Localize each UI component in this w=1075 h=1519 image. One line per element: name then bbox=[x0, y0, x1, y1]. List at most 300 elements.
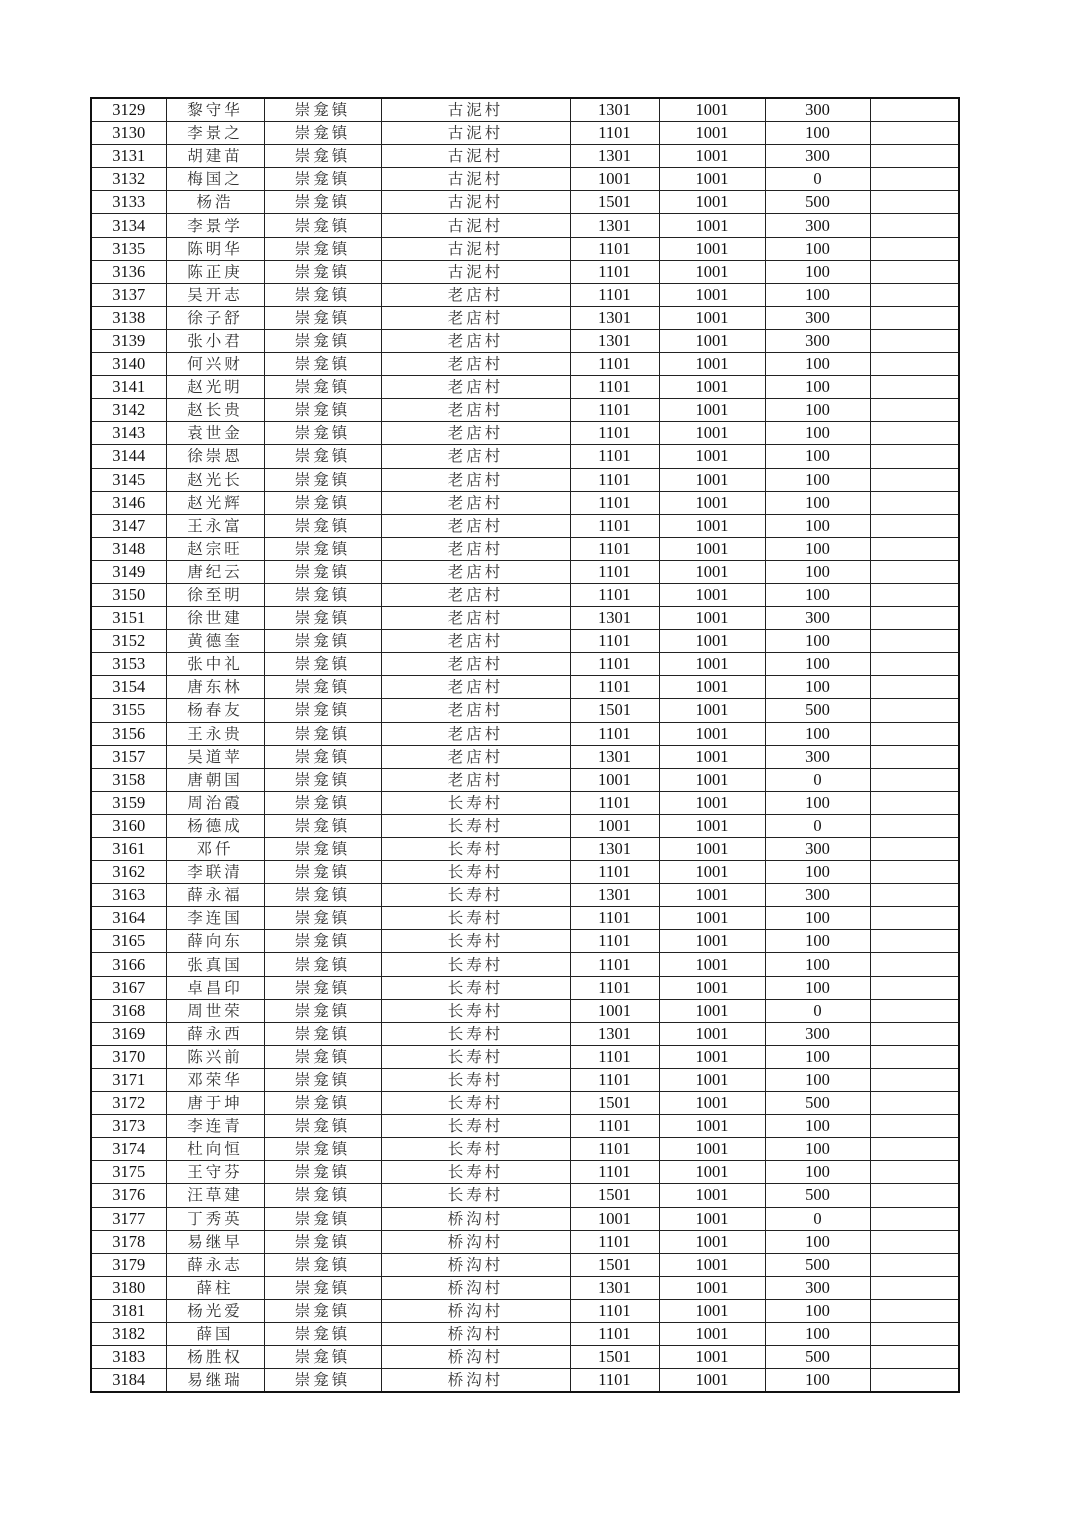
remark-cell bbox=[870, 283, 959, 306]
value-a-cell: 1101 bbox=[570, 491, 659, 514]
serial-number-cell: 3175 bbox=[91, 1161, 166, 1184]
value-a-cell: 1101 bbox=[570, 953, 659, 976]
serial-number-cell: 3151 bbox=[91, 607, 166, 630]
serial-number-cell: 3161 bbox=[91, 838, 166, 861]
serial-number-cell: 3157 bbox=[91, 745, 166, 768]
name-cell: 陈明华 bbox=[166, 237, 264, 260]
serial-number-cell: 3174 bbox=[91, 1138, 166, 1161]
town-cell: 崇龛镇 bbox=[264, 1346, 381, 1369]
village-cell: 老店村 bbox=[381, 353, 570, 376]
table-row bbox=[91, 976, 959, 999]
value-b-cell: 1001 bbox=[659, 1068, 765, 1091]
value-b-cell: 1001 bbox=[659, 838, 765, 861]
serial-number-cell: 3171 bbox=[91, 1068, 166, 1091]
value-a-cell: 1001 bbox=[570, 814, 659, 837]
difference-cell: 100 bbox=[765, 1230, 870, 1253]
serial-number-cell: 3134 bbox=[91, 214, 166, 237]
difference-cell: 500 bbox=[765, 191, 870, 214]
remark-cell bbox=[870, 745, 959, 768]
table-row bbox=[91, 1230, 959, 1253]
town-cell: 崇龛镇 bbox=[264, 329, 381, 352]
town-cell: 崇龛镇 bbox=[264, 445, 381, 468]
difference-cell: 100 bbox=[765, 861, 870, 884]
value-b-cell: 1001 bbox=[659, 260, 765, 283]
village-cell: 古泥村 bbox=[381, 145, 570, 168]
value-a-cell: 1301 bbox=[570, 745, 659, 768]
table-row bbox=[91, 745, 959, 768]
serial-number-cell: 3162 bbox=[91, 861, 166, 884]
remark-cell bbox=[870, 1138, 959, 1161]
town-cell: 崇龛镇 bbox=[264, 537, 381, 560]
difference-cell: 500 bbox=[765, 1253, 870, 1276]
village-cell: 老店村 bbox=[381, 422, 570, 445]
value-b-cell: 1001 bbox=[659, 122, 765, 145]
name-cell: 杨光爱 bbox=[166, 1299, 264, 1322]
town-cell: 崇龛镇 bbox=[264, 306, 381, 329]
difference-cell: 0 bbox=[765, 768, 870, 791]
serial-number-cell: 3148 bbox=[91, 537, 166, 560]
value-b-cell: 1001 bbox=[659, 1115, 765, 1138]
value-a-cell: 1301 bbox=[570, 306, 659, 329]
table-row bbox=[91, 1322, 959, 1345]
value-a-cell: 1101 bbox=[570, 1299, 659, 1322]
table-row bbox=[91, 1115, 959, 1138]
value-a-cell: 1301 bbox=[570, 838, 659, 861]
value-a-cell: 1101 bbox=[570, 1230, 659, 1253]
table-row bbox=[91, 283, 959, 306]
serial-number-cell: 3144 bbox=[91, 445, 166, 468]
table-row bbox=[91, 145, 959, 168]
town-cell: 崇龛镇 bbox=[264, 907, 381, 930]
serial-number-cell: 3178 bbox=[91, 1230, 166, 1253]
remark-cell bbox=[870, 98, 959, 122]
village-cell: 老店村 bbox=[381, 514, 570, 537]
difference-cell: 100 bbox=[765, 399, 870, 422]
remark-cell bbox=[870, 722, 959, 745]
village-cell: 老店村 bbox=[381, 745, 570, 768]
value-a-cell: 1101 bbox=[570, 376, 659, 399]
name-cell: 唐于坤 bbox=[166, 1092, 264, 1115]
table-row bbox=[91, 329, 959, 352]
village-cell: 长寿村 bbox=[381, 884, 570, 907]
town-cell: 崇龛镇 bbox=[264, 1184, 381, 1207]
remark-cell bbox=[870, 676, 959, 699]
town-cell: 崇龛镇 bbox=[264, 514, 381, 537]
town-cell: 崇龛镇 bbox=[264, 1322, 381, 1345]
town-cell: 崇龛镇 bbox=[264, 122, 381, 145]
name-cell: 陈兴前 bbox=[166, 1045, 264, 1068]
value-b-cell: 1001 bbox=[659, 237, 765, 260]
difference-cell: 0 bbox=[765, 999, 870, 1022]
name-cell: 杨胜权 bbox=[166, 1346, 264, 1369]
table-row bbox=[91, 930, 959, 953]
serial-number-cell: 3179 bbox=[91, 1253, 166, 1276]
serial-number-cell: 3159 bbox=[91, 791, 166, 814]
value-b-cell: 1001 bbox=[659, 676, 765, 699]
serial-number-cell: 3132 bbox=[91, 168, 166, 191]
value-a-cell: 1101 bbox=[570, 1045, 659, 1068]
value-b-cell: 1001 bbox=[659, 98, 765, 122]
table-row bbox=[91, 237, 959, 260]
table-row bbox=[91, 122, 959, 145]
value-a-cell: 1101 bbox=[570, 122, 659, 145]
town-cell: 崇龛镇 bbox=[264, 861, 381, 884]
village-cell: 古泥村 bbox=[381, 237, 570, 260]
serial-number-cell: 3140 bbox=[91, 353, 166, 376]
table-row bbox=[91, 1184, 959, 1207]
value-a-cell: 1101 bbox=[570, 422, 659, 445]
name-cell: 徐崇恩 bbox=[166, 445, 264, 468]
value-a-cell: 1501 bbox=[570, 699, 659, 722]
value-b-cell: 1001 bbox=[659, 861, 765, 884]
town-cell: 崇龛镇 bbox=[264, 353, 381, 376]
town-cell: 崇龛镇 bbox=[264, 976, 381, 999]
value-b-cell: 1001 bbox=[659, 1369, 765, 1393]
town-cell: 崇龛镇 bbox=[264, 237, 381, 260]
value-a-cell: 1001 bbox=[570, 1207, 659, 1230]
difference-cell: 500 bbox=[765, 699, 870, 722]
name-cell: 徐子舒 bbox=[166, 306, 264, 329]
difference-cell: 300 bbox=[765, 214, 870, 237]
table-row bbox=[91, 1346, 959, 1369]
name-cell: 周治霞 bbox=[166, 791, 264, 814]
name-cell: 陈正庚 bbox=[166, 260, 264, 283]
name-cell: 胡建苗 bbox=[166, 145, 264, 168]
village-cell: 老店村 bbox=[381, 306, 570, 329]
value-a-cell: 1301 bbox=[570, 329, 659, 352]
village-cell: 老店村 bbox=[381, 329, 570, 352]
difference-cell: 100 bbox=[765, 791, 870, 814]
village-cell: 长寿村 bbox=[381, 953, 570, 976]
village-cell: 桥沟村 bbox=[381, 1253, 570, 1276]
difference-cell: 100 bbox=[765, 583, 870, 606]
village-cell: 长寿村 bbox=[381, 814, 570, 837]
remark-cell bbox=[870, 930, 959, 953]
village-cell: 古泥村 bbox=[381, 168, 570, 191]
difference-cell: 100 bbox=[765, 907, 870, 930]
remark-cell bbox=[870, 329, 959, 352]
town-cell: 崇龛镇 bbox=[264, 260, 381, 283]
town-cell: 崇龛镇 bbox=[264, 607, 381, 630]
serial-number-cell: 3165 bbox=[91, 930, 166, 953]
table-row bbox=[91, 814, 959, 837]
name-cell: 王永富 bbox=[166, 514, 264, 537]
town-cell: 崇龛镇 bbox=[264, 1115, 381, 1138]
village-cell: 古泥村 bbox=[381, 122, 570, 145]
value-a-cell: 1101 bbox=[570, 445, 659, 468]
name-cell: 邓仟 bbox=[166, 838, 264, 861]
value-a-cell: 1101 bbox=[570, 353, 659, 376]
serial-number-cell: 3183 bbox=[91, 1346, 166, 1369]
serial-number-cell: 3152 bbox=[91, 630, 166, 653]
value-b-cell: 1001 bbox=[659, 214, 765, 237]
table-row bbox=[91, 537, 959, 560]
value-a-cell: 1101 bbox=[570, 514, 659, 537]
table-body bbox=[91, 98, 959, 1392]
name-cell: 何兴财 bbox=[166, 353, 264, 376]
remark-cell bbox=[870, 907, 959, 930]
table-row bbox=[91, 768, 959, 791]
value-b-cell: 1001 bbox=[659, 814, 765, 837]
town-cell: 崇龛镇 bbox=[264, 999, 381, 1022]
value-b-cell: 1001 bbox=[659, 583, 765, 606]
remark-cell bbox=[870, 630, 959, 653]
remark-cell bbox=[870, 861, 959, 884]
town-cell: 崇龛镇 bbox=[264, 884, 381, 907]
serial-number-cell: 3172 bbox=[91, 1092, 166, 1115]
table-row bbox=[91, 1253, 959, 1276]
name-cell: 赵光长 bbox=[166, 468, 264, 491]
name-cell: 张小君 bbox=[166, 329, 264, 352]
value-a-cell: 1101 bbox=[570, 861, 659, 884]
value-b-cell: 1001 bbox=[659, 1045, 765, 1068]
remark-cell bbox=[870, 1068, 959, 1091]
village-cell: 老店村 bbox=[381, 491, 570, 514]
village-cell: 桥沟村 bbox=[381, 1346, 570, 1369]
difference-cell: 100 bbox=[765, 1161, 870, 1184]
value-a-cell: 1301 bbox=[570, 98, 659, 122]
value-a-cell: 1101 bbox=[570, 237, 659, 260]
name-cell: 唐东林 bbox=[166, 676, 264, 699]
name-cell: 袁世金 bbox=[166, 422, 264, 445]
village-cell: 长寿村 bbox=[381, 1184, 570, 1207]
village-cell: 老店村 bbox=[381, 560, 570, 583]
remark-cell bbox=[870, 653, 959, 676]
remark-cell bbox=[870, 768, 959, 791]
value-b-cell: 1001 bbox=[659, 283, 765, 306]
remark-cell bbox=[870, 237, 959, 260]
difference-cell: 100 bbox=[765, 953, 870, 976]
village-cell: 古泥村 bbox=[381, 214, 570, 237]
remark-cell bbox=[870, 1161, 959, 1184]
remark-cell bbox=[870, 122, 959, 145]
town-cell: 崇龛镇 bbox=[264, 376, 381, 399]
table-row bbox=[91, 191, 959, 214]
difference-cell: 500 bbox=[765, 1346, 870, 1369]
value-b-cell: 1001 bbox=[659, 607, 765, 630]
difference-cell: 0 bbox=[765, 168, 870, 191]
value-a-cell: 1501 bbox=[570, 1184, 659, 1207]
difference-cell: 100 bbox=[765, 1299, 870, 1322]
town-cell: 崇龛镇 bbox=[264, 168, 381, 191]
table-row bbox=[91, 1092, 959, 1115]
value-b-cell: 1001 bbox=[659, 630, 765, 653]
difference-cell: 100 bbox=[765, 1322, 870, 1345]
village-cell: 老店村 bbox=[381, 376, 570, 399]
town-cell: 崇龛镇 bbox=[264, 930, 381, 953]
name-cell: 唐纪云 bbox=[166, 560, 264, 583]
value-b-cell: 1001 bbox=[659, 999, 765, 1022]
value-b-cell: 1001 bbox=[659, 353, 765, 376]
serial-number-cell: 3177 bbox=[91, 1207, 166, 1230]
difference-cell: 300 bbox=[765, 329, 870, 352]
difference-cell: 100 bbox=[765, 537, 870, 560]
village-cell: 老店村 bbox=[381, 283, 570, 306]
table-row bbox=[91, 583, 959, 606]
value-b-cell: 1001 bbox=[659, 768, 765, 791]
difference-cell: 100 bbox=[765, 468, 870, 491]
town-cell: 崇龛镇 bbox=[264, 422, 381, 445]
remark-cell bbox=[870, 1299, 959, 1322]
value-a-cell: 1001 bbox=[570, 168, 659, 191]
town-cell: 崇龛镇 bbox=[264, 283, 381, 306]
difference-cell: 300 bbox=[765, 607, 870, 630]
name-cell: 张真国 bbox=[166, 953, 264, 976]
value-b-cell: 1001 bbox=[659, 653, 765, 676]
value-a-cell: 1101 bbox=[570, 560, 659, 583]
value-a-cell: 1101 bbox=[570, 907, 659, 930]
name-cell: 王守芬 bbox=[166, 1161, 264, 1184]
value-b-cell: 1001 bbox=[659, 514, 765, 537]
value-a-cell: 1101 bbox=[570, 930, 659, 953]
town-cell: 崇龛镇 bbox=[264, 1207, 381, 1230]
difference-cell: 100 bbox=[765, 122, 870, 145]
remark-cell bbox=[870, 399, 959, 422]
village-cell: 桥沟村 bbox=[381, 1230, 570, 1253]
value-b-cell: 1001 bbox=[659, 791, 765, 814]
name-cell: 易继瑞 bbox=[166, 1369, 264, 1393]
name-cell: 张中礼 bbox=[166, 653, 264, 676]
name-cell: 杨德成 bbox=[166, 814, 264, 837]
serial-number-cell: 3139 bbox=[91, 329, 166, 352]
value-b-cell: 1001 bbox=[659, 376, 765, 399]
value-b-cell: 1001 bbox=[659, 468, 765, 491]
name-cell: 吴开志 bbox=[166, 283, 264, 306]
difference-cell: 100 bbox=[765, 1138, 870, 1161]
value-b-cell: 1001 bbox=[659, 422, 765, 445]
name-cell: 赵光辉 bbox=[166, 491, 264, 514]
table-row bbox=[91, 838, 959, 861]
difference-cell: 0 bbox=[765, 1207, 870, 1230]
difference-cell: 100 bbox=[765, 1115, 870, 1138]
difference-cell: 100 bbox=[765, 676, 870, 699]
table-row bbox=[91, 1138, 959, 1161]
value-a-cell: 1101 bbox=[570, 976, 659, 999]
table-row bbox=[91, 861, 959, 884]
value-a-cell: 1101 bbox=[570, 791, 659, 814]
remark-cell bbox=[870, 1369, 959, 1393]
value-a-cell: 1101 bbox=[570, 1369, 659, 1393]
value-a-cell: 1301 bbox=[570, 145, 659, 168]
value-a-cell: 1501 bbox=[570, 1092, 659, 1115]
serial-number-cell: 3160 bbox=[91, 814, 166, 837]
serial-number-cell: 3173 bbox=[91, 1115, 166, 1138]
remark-cell bbox=[870, 607, 959, 630]
data-table bbox=[90, 97, 960, 1393]
value-a-cell: 1101 bbox=[570, 1138, 659, 1161]
table-row bbox=[91, 491, 959, 514]
difference-cell: 100 bbox=[765, 653, 870, 676]
table-row bbox=[91, 168, 959, 191]
value-a-cell: 1301 bbox=[570, 1276, 659, 1299]
name-cell: 薛国 bbox=[166, 1322, 264, 1345]
serial-number-cell: 3181 bbox=[91, 1299, 166, 1322]
difference-cell: 100 bbox=[765, 976, 870, 999]
serial-number-cell: 3154 bbox=[91, 676, 166, 699]
serial-number-cell: 3149 bbox=[91, 560, 166, 583]
remark-cell bbox=[870, 445, 959, 468]
difference-cell: 100 bbox=[765, 237, 870, 260]
value-a-cell: 1001 bbox=[570, 768, 659, 791]
serial-number-cell: 3158 bbox=[91, 768, 166, 791]
value-a-cell: 1101 bbox=[570, 1322, 659, 1345]
serial-number-cell: 3168 bbox=[91, 999, 166, 1022]
difference-cell: 100 bbox=[765, 422, 870, 445]
name-cell: 丁秀英 bbox=[166, 1207, 264, 1230]
value-a-cell: 1301 bbox=[570, 607, 659, 630]
remark-cell bbox=[870, 1230, 959, 1253]
serial-number-cell: 3138 bbox=[91, 306, 166, 329]
value-b-cell: 1001 bbox=[659, 1184, 765, 1207]
difference-cell: 100 bbox=[765, 491, 870, 514]
value-b-cell: 1001 bbox=[659, 1138, 765, 1161]
remark-cell bbox=[870, 537, 959, 560]
name-cell: 薛永志 bbox=[166, 1253, 264, 1276]
serial-number-cell: 3137 bbox=[91, 283, 166, 306]
value-b-cell: 1001 bbox=[659, 1322, 765, 1345]
remark-cell bbox=[870, 491, 959, 514]
serial-number-cell: 3169 bbox=[91, 1022, 166, 1045]
table-row bbox=[91, 98, 959, 122]
remark-cell bbox=[870, 999, 959, 1022]
village-cell: 长寿村 bbox=[381, 1138, 570, 1161]
name-cell: 黎守华 bbox=[166, 98, 264, 122]
village-cell: 长寿村 bbox=[381, 1115, 570, 1138]
village-cell: 长寿村 bbox=[381, 1161, 570, 1184]
remark-cell bbox=[870, 1322, 959, 1345]
town-cell: 崇龛镇 bbox=[264, 722, 381, 745]
value-b-cell: 1001 bbox=[659, 884, 765, 907]
remark-cell bbox=[870, 191, 959, 214]
village-cell: 老店村 bbox=[381, 630, 570, 653]
serial-number-cell: 3155 bbox=[91, 699, 166, 722]
serial-number-cell: 3164 bbox=[91, 907, 166, 930]
village-cell: 长寿村 bbox=[381, 1092, 570, 1115]
value-a-cell: 1101 bbox=[570, 537, 659, 560]
town-cell: 崇龛镇 bbox=[264, 1299, 381, 1322]
value-b-cell: 1001 bbox=[659, 145, 765, 168]
value-a-cell: 1301 bbox=[570, 214, 659, 237]
serial-number-cell: 3143 bbox=[91, 422, 166, 445]
remark-cell bbox=[870, 838, 959, 861]
value-a-cell: 1101 bbox=[570, 630, 659, 653]
name-cell: 邓荣华 bbox=[166, 1068, 264, 1091]
village-cell: 桥沟村 bbox=[381, 1369, 570, 1393]
table-row bbox=[91, 791, 959, 814]
value-a-cell: 1301 bbox=[570, 1022, 659, 1045]
town-cell: 崇龛镇 bbox=[264, 583, 381, 606]
name-cell: 吴道苹 bbox=[166, 745, 264, 768]
difference-cell: 0 bbox=[765, 814, 870, 837]
name-cell: 梅国之 bbox=[166, 168, 264, 191]
name-cell: 周世荣 bbox=[166, 999, 264, 1022]
difference-cell: 300 bbox=[765, 1022, 870, 1045]
value-b-cell: 1001 bbox=[659, 399, 765, 422]
serial-number-cell: 3182 bbox=[91, 1322, 166, 1345]
town-cell: 崇龛镇 bbox=[264, 145, 381, 168]
remark-cell bbox=[870, 422, 959, 445]
village-cell: 长寿村 bbox=[381, 976, 570, 999]
value-a-cell: 1101 bbox=[570, 399, 659, 422]
value-b-cell: 1001 bbox=[659, 537, 765, 560]
table-row bbox=[91, 353, 959, 376]
table-row bbox=[91, 514, 959, 537]
table-row bbox=[91, 214, 959, 237]
remark-cell bbox=[870, 1276, 959, 1299]
town-cell: 崇龛镇 bbox=[264, 1022, 381, 1045]
table-row bbox=[91, 953, 959, 976]
difference-cell: 100 bbox=[765, 353, 870, 376]
